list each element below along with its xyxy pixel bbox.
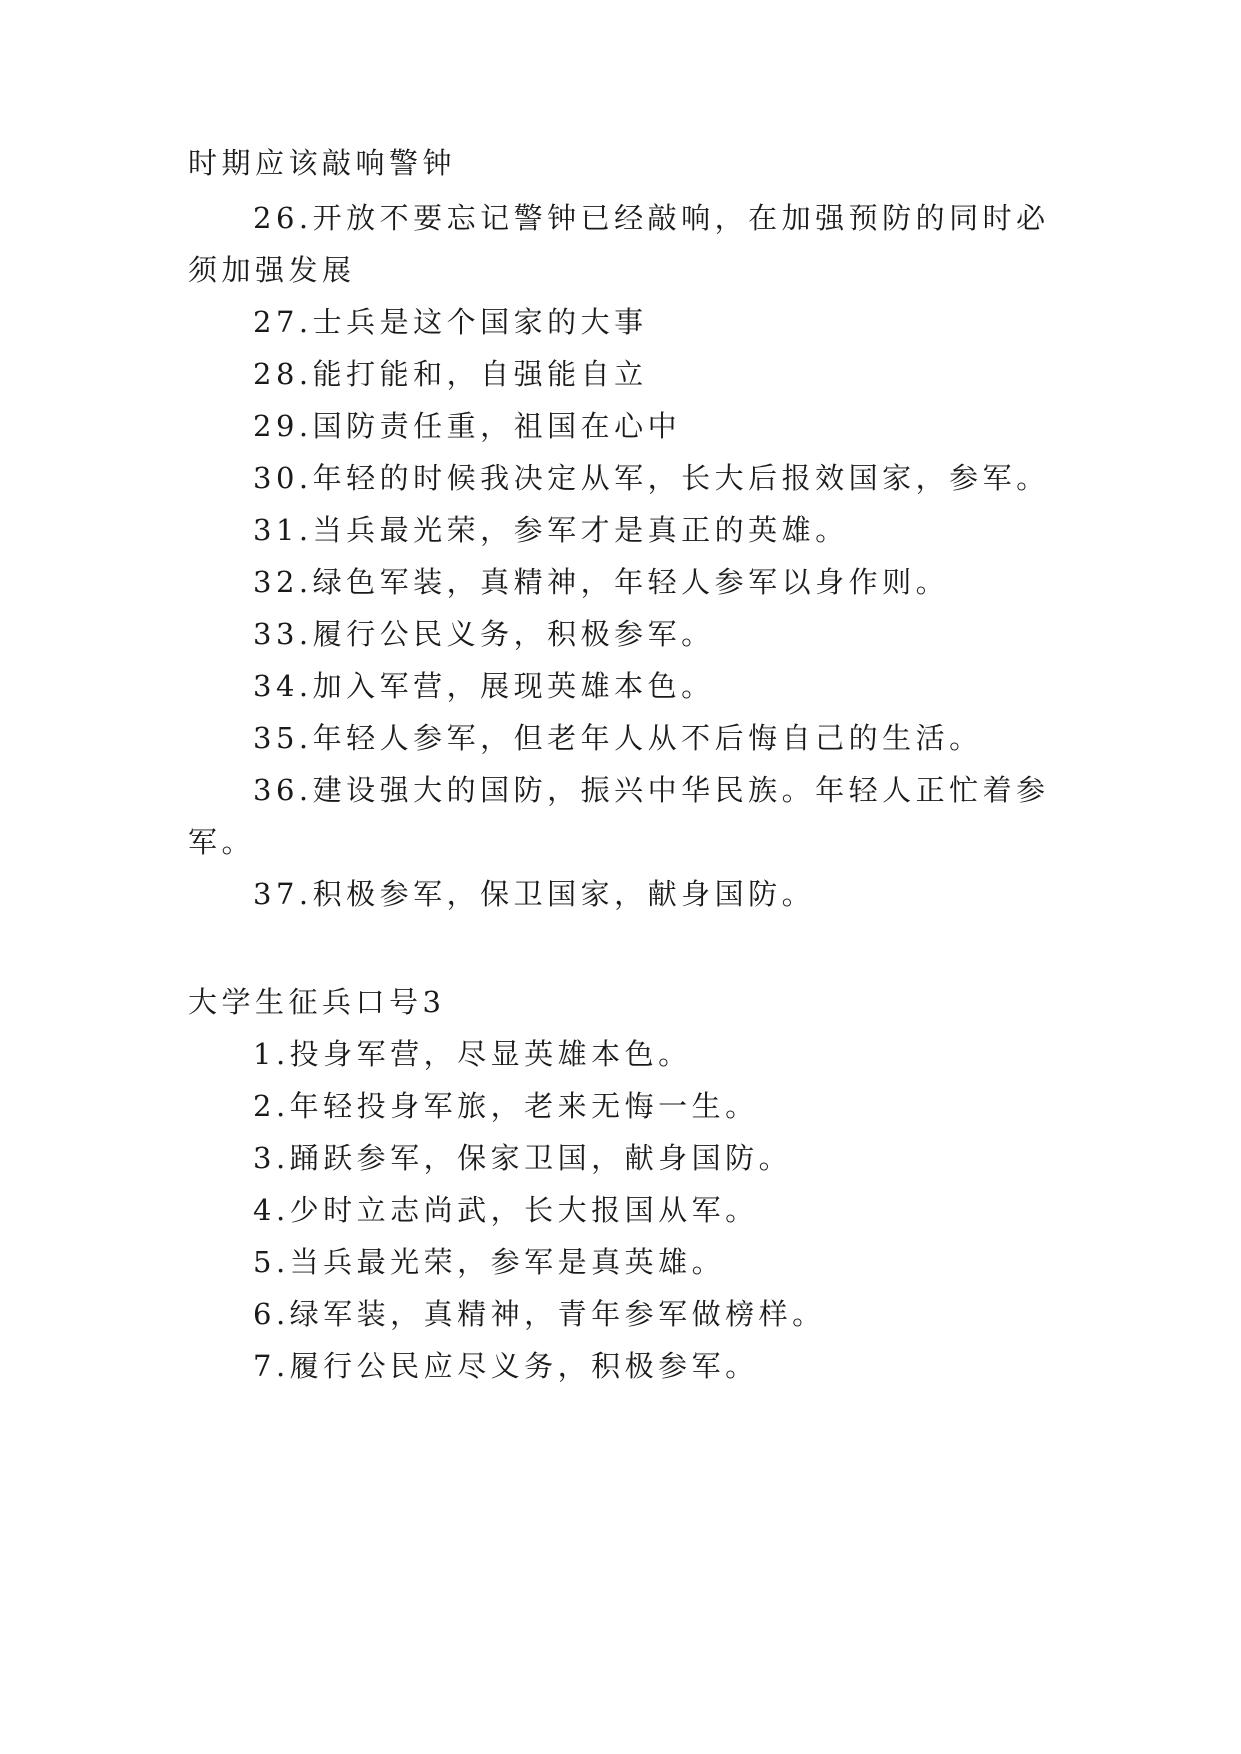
slogan-item-33: 33.履行公民义务，积极参军。 [253, 617, 715, 651]
slogan-item-35: 35.年轻人参军，但老年人从不后悔自己的生活。 [253, 721, 983, 755]
slogan-item-28: 28.能打能和，自强能自立 [253, 357, 648, 391]
slogan-item-29: 29.国防责任重，祖国在心中 [253, 409, 682, 443]
section-heading: 大学生征兵口号3 [188, 985, 446, 1019]
slogan-item-26: 26.开放不要忘记警钟已经敲响，在加强预防的同时必 [253, 201, 1050, 235]
slogan-item-31: 31.当兵最光荣，参军才是真正的英雄。 [253, 513, 849, 547]
slogan-item-4: 4.少时立志尚武，长大报国从军。 [253, 1193, 759, 1227]
slogan-item-30: 30.年轻的时候我决定从军，长大后报效国家，参军。 [253, 461, 1050, 495]
slogan-item-37: 37.积极参军，保卫国家，献身国防。 [253, 877, 816, 911]
slogan-item-2: 2.年轻投身军旅，老来无悔一生。 [253, 1089, 759, 1123]
slogan-item-34: 34.加入军营，展现英雄本色。 [253, 669, 715, 703]
slogan-item-36: 36.建设强大的国防，振兴中华民族。年轻人正忙着参 [253, 773, 1050, 807]
slogan-item-32: 32.绿色军装，真精神，年轻人参军以身作则。 [253, 565, 950, 599]
slogan-item-7: 7.履行公民应尽义务，积极参军。 [253, 1349, 759, 1383]
slogan-item-3: 3.踊跃参军，保家卫国，献身国防。 [253, 1141, 793, 1175]
slogan-item-5: 5.当兵最光荣，参军是真英雄。 [253, 1245, 726, 1279]
slogan-item-1: 1.投身军营，尽显英雄本色。 [253, 1037, 692, 1071]
text-line: 时期应该敲响警钟 [188, 146, 457, 180]
slogan-item-6: 6.绿军装，真精神，青年参军做榜样。 [253, 1297, 826, 1331]
slogan-item-27: 27.士兵是这个国家的大事 [253, 305, 648, 339]
text-line-continuation: 须加强发展 [188, 253, 356, 287]
text-line-continuation: 军。 [188, 825, 256, 859]
